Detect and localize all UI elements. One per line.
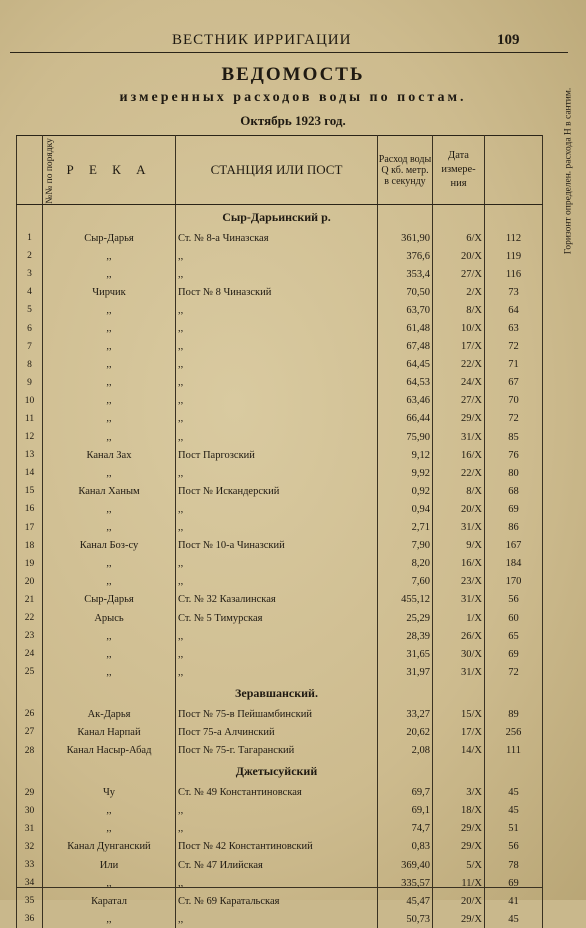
river-cell: ,,	[43, 247, 176, 265]
empty-cell	[17, 205, 43, 230]
river-cell: Ак-Дарья	[43, 705, 176, 723]
height-cell: 184	[485, 555, 543, 573]
row-number: 27	[17, 723, 43, 741]
river-cell: ,,	[43, 319, 176, 337]
river-cell: ,,	[43, 627, 176, 645]
table-row	[17, 838, 543, 856]
height-cell: 119	[485, 247, 543, 265]
date-cell: 31/X	[433, 519, 485, 537]
row-number: 10	[17, 392, 43, 410]
row-number: 16	[17, 500, 43, 518]
height-cell: 76	[485, 446, 543, 464]
date-cell: 29/X	[433, 838, 485, 856]
row-number: 12	[17, 428, 43, 446]
table-row	[17, 410, 543, 428]
empty-cell	[433, 205, 485, 230]
river-cell: ,,	[43, 500, 176, 518]
col-header-flow: Расход воды Q кб. метр. в секунду	[378, 136, 433, 205]
date-cell: 16/X	[433, 446, 485, 464]
river-cell: ,,	[43, 392, 176, 410]
row-number: 3	[17, 265, 43, 283]
station-cell: ,,	[176, 663, 378, 681]
river-cell: Чу	[43, 784, 176, 802]
station-cell: ,,	[176, 338, 378, 356]
table-row	[17, 356, 543, 374]
empty-cell	[433, 760, 485, 784]
height-cell: 167	[485, 537, 543, 555]
river-cell: Канал Ханым	[43, 482, 176, 500]
empty-cell	[485, 760, 543, 784]
flow-cell: 45,47	[378, 892, 433, 910]
river-cell: ,,	[43, 555, 176, 573]
height-cell: 256	[485, 723, 543, 741]
date-cell: 27/X	[433, 265, 485, 283]
flow-cell: 7,60	[378, 573, 433, 591]
height-cell: 63	[485, 319, 543, 337]
section-header-row	[17, 681, 543, 705]
date-cell: 11/X	[433, 874, 485, 892]
flow-cell: 31,65	[378, 645, 433, 663]
station-cell: Ст. № 5 Тимурская	[176, 609, 378, 627]
date-cell: 1/X	[433, 609, 485, 627]
flow-cell: 353,4	[378, 265, 433, 283]
header-rule	[10, 52, 568, 53]
station-cell: Пост Паргозский	[176, 446, 378, 464]
table-row	[17, 723, 543, 741]
station-cell: ,,	[176, 645, 378, 663]
empty-cell	[378, 681, 433, 705]
section-title: Зеравшанский.	[176, 681, 378, 705]
report-period: Октябрь 1923 год.	[0, 113, 586, 129]
flow-cell: 66,44	[378, 410, 433, 428]
flow-cell: 9,92	[378, 464, 433, 482]
row-number: 6	[17, 319, 43, 337]
height-cell: 41	[485, 892, 543, 910]
station-cell: ,,	[176, 410, 378, 428]
section-title: Сыр-Дарьинский р.	[176, 205, 378, 230]
station-cell: ,,	[176, 301, 378, 319]
row-number: 8	[17, 356, 43, 374]
flow-cell: 361,90	[378, 229, 433, 247]
flow-cell: 74,7	[378, 820, 433, 838]
flow-cell: 70,50	[378, 283, 433, 301]
table-header-row	[17, 136, 543, 205]
height-cell: 65	[485, 627, 543, 645]
section-title: Джетысуйский	[176, 760, 378, 784]
table-row	[17, 784, 543, 802]
station-cell: Пост № 10-а Чиназский	[176, 537, 378, 555]
date-cell: 29/X	[433, 820, 485, 838]
height-cell: 69	[485, 500, 543, 518]
row-number: 22	[17, 609, 43, 627]
height-cell: 45	[485, 802, 543, 820]
col-header-station: СТАНЦИЯ ИЛИ ПОСТ	[176, 136, 378, 205]
row-number: 25	[17, 663, 43, 681]
station-cell: ,,	[176, 392, 378, 410]
height-cell: 64	[485, 301, 543, 319]
river-cell: ,,	[43, 301, 176, 319]
table-row	[17, 627, 543, 645]
station-cell: ,,	[176, 627, 378, 645]
date-cell: 6/X	[433, 229, 485, 247]
station-cell: ,,	[176, 428, 378, 446]
flow-cell: 8,20	[378, 555, 433, 573]
row-number: 1	[17, 229, 43, 247]
station-cell: ,,	[176, 802, 378, 820]
date-cell: 17/X	[433, 338, 485, 356]
date-cell: 9/X	[433, 537, 485, 555]
date-cell: 20/X	[433, 247, 485, 265]
date-cell: 2/X	[433, 283, 485, 301]
date-cell: 15/X	[433, 705, 485, 723]
flow-cell: 61,48	[378, 319, 433, 337]
table-row	[17, 573, 543, 591]
height-cell: 86	[485, 519, 543, 537]
height-cell: 80	[485, 464, 543, 482]
row-number: 31	[17, 820, 43, 838]
table-row	[17, 555, 543, 573]
row-number: 13	[17, 446, 43, 464]
table-row	[17, 446, 543, 464]
date-cell: 17/X	[433, 723, 485, 741]
table-row	[17, 229, 543, 247]
flow-cell: 0,83	[378, 838, 433, 856]
col-header-river: Р Е К А	[43, 136, 176, 205]
station-cell: ,,	[176, 319, 378, 337]
row-number: 30	[17, 802, 43, 820]
flow-cell: 2,08	[378, 742, 433, 760]
river-cell: ,,	[43, 573, 176, 591]
flow-cell: 67,48	[378, 338, 433, 356]
flow-cell: 369,40	[378, 856, 433, 874]
empty-cell	[43, 681, 176, 705]
table-row	[17, 500, 543, 518]
river-cell: ,,	[43, 265, 176, 283]
station-cell: Пост № 42 Константиновский	[176, 838, 378, 856]
station-cell: Пост № 75-в Пейшамбинский	[176, 705, 378, 723]
table-row	[17, 464, 543, 482]
date-cell: 23/X	[433, 573, 485, 591]
row-number: 34	[17, 874, 43, 892]
table-row	[17, 283, 543, 301]
empty-cell	[378, 760, 433, 784]
row-number: 24	[17, 645, 43, 663]
empty-cell	[43, 205, 176, 230]
date-cell: 22/X	[433, 464, 485, 482]
river-cell: Или	[43, 856, 176, 874]
empty-cell	[485, 205, 543, 230]
date-cell: 29/X	[433, 910, 485, 928]
empty-cell	[43, 760, 176, 784]
station-cell: ,,	[176, 500, 378, 518]
date-cell: 22/X	[433, 356, 485, 374]
flow-cell: 9,12	[378, 446, 433, 464]
flow-cell: 28,39	[378, 627, 433, 645]
height-cell: 111	[485, 742, 543, 760]
empty-cell	[17, 760, 43, 784]
river-cell: Канал Дунганский	[43, 838, 176, 856]
date-cell: 24/X	[433, 374, 485, 392]
height-cell: 72	[485, 410, 543, 428]
river-cell: Канал Боз-су	[43, 537, 176, 555]
row-number: 21	[17, 591, 43, 609]
flow-cell: 75,90	[378, 428, 433, 446]
row-number: 32	[17, 838, 43, 856]
station-cell: ,,	[176, 573, 378, 591]
flow-cell: 455,12	[378, 591, 433, 609]
row-number: 35	[17, 892, 43, 910]
table-row	[17, 609, 543, 627]
station-cell: Ст. № 32 Казалинская	[176, 591, 378, 609]
station-cell: ,,	[176, 874, 378, 892]
flow-cell: 64,45	[378, 356, 433, 374]
date-cell: 14/X	[433, 742, 485, 760]
height-cell: 56	[485, 591, 543, 609]
station-cell: Пост № 75-г. Тагаранский	[176, 742, 378, 760]
flow-cell: 64,53	[378, 374, 433, 392]
table-row	[17, 301, 543, 319]
river-cell: ,,	[43, 874, 176, 892]
document-subtitle: измеренных расходов воды по постам.	[0, 90, 586, 106]
table-row	[17, 519, 543, 537]
row-number: 14	[17, 464, 43, 482]
station-cell: Ст. № 47 Илийская	[176, 856, 378, 874]
river-cell: ,,	[43, 820, 176, 838]
height-cell: 170	[485, 573, 543, 591]
station-cell: Пост № Искандерский	[176, 482, 378, 500]
row-number: 5	[17, 301, 43, 319]
table-row	[17, 663, 543, 681]
height-cell: 70	[485, 392, 543, 410]
row-number: 23	[17, 627, 43, 645]
col-header-num: №№ по порядку	[17, 136, 43, 205]
flow-cell: 2,71	[378, 519, 433, 537]
height-cell: 60	[485, 609, 543, 627]
table-row	[17, 874, 543, 892]
table-row	[17, 856, 543, 874]
date-cell: 26/X	[433, 627, 485, 645]
row-number: 11	[17, 410, 43, 428]
row-number: 33	[17, 856, 43, 874]
flow-cell: 0,92	[378, 482, 433, 500]
height-cell: 69	[485, 874, 543, 892]
date-cell: 10/X	[433, 319, 485, 337]
river-cell: Канал Зах	[43, 446, 176, 464]
flow-cell: 31,97	[378, 663, 433, 681]
date-cell: 31/X	[433, 591, 485, 609]
river-cell: ,,	[43, 356, 176, 374]
station-cell: ,,	[176, 356, 378, 374]
height-cell: 67	[485, 374, 543, 392]
river-cell: ,,	[43, 374, 176, 392]
river-cell: Канал Насыр-Абад	[43, 742, 176, 760]
table-row	[17, 892, 543, 910]
table-row	[17, 247, 543, 265]
height-cell: 116	[485, 265, 543, 283]
measurements-table	[16, 135, 543, 928]
station-cell: Ст. № 8-а Чиназская	[176, 229, 378, 247]
station-cell: ,,	[176, 555, 378, 573]
row-number: 36	[17, 910, 43, 928]
station-cell: ,,	[176, 374, 378, 392]
row-number: 2	[17, 247, 43, 265]
running-head	[0, 32, 586, 52]
empty-cell	[485, 681, 543, 705]
row-number: 29	[17, 784, 43, 802]
station-cell: Ст. № 49 Константиновская	[176, 784, 378, 802]
river-cell: ,,	[43, 645, 176, 663]
flow-cell: 69,7	[378, 784, 433, 802]
flow-cell: 376,6	[378, 247, 433, 265]
table-row	[17, 645, 543, 663]
height-cell: 71	[485, 356, 543, 374]
col-header-date: Дата измере- ния	[433, 136, 485, 205]
empty-cell	[17, 681, 43, 705]
station-cell: Ст. № 69 Каратальская	[176, 892, 378, 910]
height-cell: 45	[485, 784, 543, 802]
river-cell: Канал Нарпай	[43, 723, 176, 741]
row-number: 9	[17, 374, 43, 392]
height-cell: 89	[485, 705, 543, 723]
row-number: 20	[17, 573, 43, 591]
station-cell: ,,	[176, 265, 378, 283]
height-cell: 112	[485, 229, 543, 247]
row-number: 4	[17, 283, 43, 301]
table-row	[17, 319, 543, 337]
river-cell: ,,	[43, 410, 176, 428]
station-cell: ,,	[176, 820, 378, 838]
document-title: ВЕДОМОСТЬ	[0, 64, 586, 86]
date-cell: 20/X	[433, 500, 485, 518]
date-cell: 31/X	[433, 428, 485, 446]
height-cell: 56	[485, 838, 543, 856]
river-cell: Арысь	[43, 609, 176, 627]
height-cell: 69	[485, 645, 543, 663]
flow-cell: 63,70	[378, 301, 433, 319]
flow-cell: 0,94	[378, 500, 433, 518]
table-row	[17, 820, 543, 838]
flow-cell: 7,90	[378, 537, 433, 555]
date-cell: 8/X	[433, 301, 485, 319]
date-cell: 31/X	[433, 663, 485, 681]
date-cell: 3/X	[433, 784, 485, 802]
table-row	[17, 374, 543, 392]
table-row	[17, 338, 543, 356]
flow-cell: 33,27	[378, 705, 433, 723]
table-body	[17, 205, 543, 928]
row-number: 15	[17, 482, 43, 500]
river-cell: Каратал	[43, 892, 176, 910]
flow-cell: 25,29	[378, 609, 433, 627]
height-cell: 78	[485, 856, 543, 874]
height-cell: 45	[485, 910, 543, 928]
station-cell: ,,	[176, 910, 378, 928]
date-cell: 5/X	[433, 856, 485, 874]
date-cell: 20/X	[433, 892, 485, 910]
flow-cell: 50,73	[378, 910, 433, 928]
empty-cell	[433, 681, 485, 705]
row-number: 17	[17, 519, 43, 537]
empty-cell	[378, 205, 433, 230]
river-cell: Сыр-Дарья	[43, 591, 176, 609]
table-row	[17, 591, 543, 609]
date-cell: 29/X	[433, 410, 485, 428]
page-number: 109	[497, 32, 520, 49]
station-cell: ,,	[176, 464, 378, 482]
date-cell: 18/X	[433, 802, 485, 820]
height-cell: 85	[485, 428, 543, 446]
date-cell: 27/X	[433, 392, 485, 410]
table-row	[17, 742, 543, 760]
river-cell: Сыр-Дарья	[43, 229, 176, 247]
table-row	[17, 482, 543, 500]
station-cell: ,,	[176, 519, 378, 537]
row-number: 18	[17, 537, 43, 555]
station-cell: ,,	[176, 247, 378, 265]
col-header-height: Горизонт определен. расхода Н в сантим.	[485, 136, 543, 205]
river-cell: ,,	[43, 519, 176, 537]
flow-cell: 20,62	[378, 723, 433, 741]
row-number: 19	[17, 555, 43, 573]
row-number: 7	[17, 338, 43, 356]
river-cell: ,,	[43, 802, 176, 820]
date-cell: 30/X	[433, 645, 485, 663]
table-row	[17, 392, 543, 410]
station-cell: Пост № 8 Чиназский	[176, 283, 378, 301]
height-cell: 72	[485, 663, 543, 681]
flow-cell: 63,46	[378, 392, 433, 410]
table-row	[17, 428, 543, 446]
river-cell: ,,	[43, 910, 176, 928]
section-header-row	[17, 760, 543, 784]
river-cell: Чирчик	[43, 283, 176, 301]
date-cell: 16/X	[433, 555, 485, 573]
river-cell: ,,	[43, 464, 176, 482]
journal-title: ВЕСТНИК ИРРИГАЦИИ	[172, 32, 351, 49]
flow-cell: 69,1	[378, 802, 433, 820]
table-row	[17, 265, 543, 283]
section-header-row	[17, 205, 543, 230]
height-cell: 68	[485, 482, 543, 500]
row-number: 28	[17, 742, 43, 760]
height-cell: 51	[485, 820, 543, 838]
height-cell: 73	[485, 283, 543, 301]
row-number: 26	[17, 705, 43, 723]
table-row	[17, 802, 543, 820]
table-row	[17, 910, 543, 928]
river-cell: ,,	[43, 663, 176, 681]
river-cell: ,,	[43, 338, 176, 356]
table-bottom-rule	[16, 887, 542, 888]
river-cell: ,,	[43, 428, 176, 446]
height-cell: 72	[485, 338, 543, 356]
date-cell: 8/X	[433, 482, 485, 500]
station-cell: Пост 75-а Алчинский	[176, 723, 378, 741]
table-row	[17, 705, 543, 723]
table-row	[17, 537, 543, 555]
flow-cell: 335,57	[378, 874, 433, 892]
